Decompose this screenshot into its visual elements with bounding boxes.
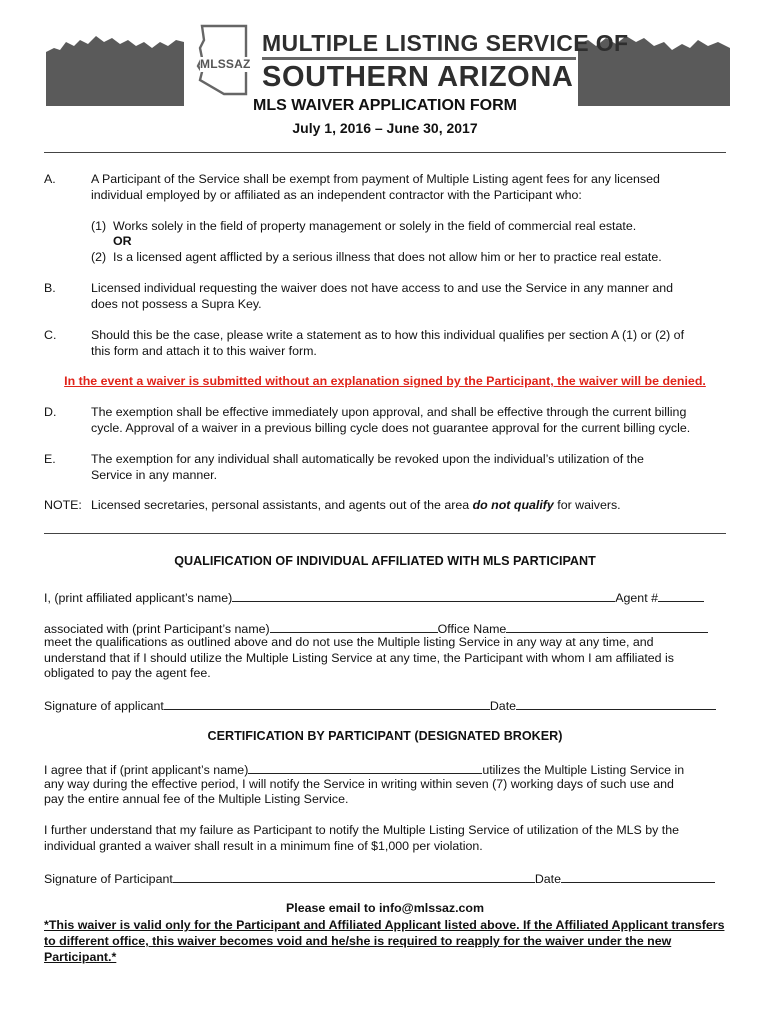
certification-agree-row bbox=[44, 761, 684, 779]
section-a-text-line2: individual employed by or affiliated as an independent contractor with the Participant who: bbox=[91, 188, 582, 202]
section-a2-text: Is a licensed agent afflicted by a serious illness that does not allow him or her to practice real estate. bbox=[113, 250, 662, 264]
certification-text-line2: any way during the effective period, I will notify the Service in writing within seven (7) working days of such use and bbox=[44, 777, 674, 791]
applicant-signature-label: Signature of applicant bbox=[44, 699, 164, 713]
org-name-line1: MULTIPLE LISTING SERVICE OF bbox=[262, 30, 629, 56]
section-d-text-line1: The exemption shall be effective immediately upon approval, and shall be effective through the current billing bbox=[91, 405, 687, 419]
header-logo bbox=[0, 14, 770, 102]
applicant-signature-field[interactable] bbox=[164, 697, 490, 710]
agent-number-field[interactable] bbox=[658, 589, 704, 602]
section-c-label: C. bbox=[44, 328, 57, 342]
participant-signature-label: Signature of Participant bbox=[44, 872, 173, 886]
certification-agree-label: I agree that if (print applicant’s name) bbox=[44, 763, 249, 777]
section-d-label: D. bbox=[44, 405, 57, 419]
section-e-text-line2: Service in any manner. bbox=[91, 468, 218, 482]
or-label: OR bbox=[113, 234, 132, 248]
section-b-label: B. bbox=[44, 281, 56, 295]
validity-note: *This waiver is valid only for the Participant and Affiliated Applicant listed above. If the Affiliated Applicant transfers to different office, this waiver becomes void and he/she is required to reapply for the waiver under the new Participant.* bbox=[44, 918, 725, 964]
note-text bbox=[91, 498, 621, 514]
certification-agree-post: utilizes the Multiple Listing Service in bbox=[482, 763, 685, 777]
section-a2-number: (2) bbox=[91, 250, 107, 264]
participant-signature-field[interactable] bbox=[173, 870, 535, 883]
denial-warning: In the event a waiver is submitted without an explanation signed by the Participant, the waiver will be denied. bbox=[64, 374, 706, 388]
section-e-label: E. bbox=[44, 452, 56, 466]
form-title: MLS WAIVER APPLICATION FORM bbox=[253, 97, 517, 114]
note-text-pre: Licensed secretaries, personal assistants, and agents out of the area bbox=[91, 498, 473, 512]
mountain-silhouette-left-icon bbox=[46, 30, 184, 106]
section-b-text-line2: does not possess a Supra Key. bbox=[91, 297, 262, 311]
form-dates: July 1, 2016 – June 30, 2017 bbox=[292, 120, 478, 136]
applicant-name-row bbox=[44, 589, 704, 607]
divider bbox=[44, 152, 726, 153]
note-label: NOTE: bbox=[44, 498, 82, 512]
section-c-text-line1: Should this be the case, please write a statement as to how this individual qualifies per section A (1) or (2) of bbox=[91, 328, 685, 342]
org-name-line2: SOUTHERN ARIZONA bbox=[262, 61, 574, 93]
participant-date-label: Date bbox=[534, 872, 561, 886]
section-b-text-line1: Licensed individual requesting the waiver does not have access to and use the Service in any manner and bbox=[91, 281, 674, 295]
qualification-text-line1: meet the qualifications as outlined above and do not use the Multiple listing Service in any way at any time, and bbox=[44, 635, 654, 649]
agent-number-label: Agent # bbox=[615, 591, 658, 605]
section-a-text-line1: A Participant of the Service shall be exempt from payment of Multiple Listing agent fees for any licensed bbox=[91, 172, 660, 186]
logo-divider bbox=[262, 57, 576, 60]
divider bbox=[44, 533, 726, 534]
further-text-line1: I further understand that my failure as Participant to notify the Multiple Listing Service of utilization of the MLS by the bbox=[44, 823, 680, 837]
qualification-heading: QUALIFICATION OF INDIVIDUAL AFFILIATED WITH MLS PARTICIPANT bbox=[174, 554, 596, 568]
section-d-text-line2: cycle. Approval of a waiver in a previous billing cycle does not guarantee approval for the current billing cycle. bbox=[91, 421, 691, 435]
note-text-post: for waivers. bbox=[553, 498, 621, 512]
certification-applicant-name-field[interactable] bbox=[248, 761, 482, 774]
section-c-text-line2: this form and attach it to this waiver form. bbox=[91, 344, 317, 358]
office-name-label: Office Name bbox=[437, 622, 507, 636]
section-a-label: A. bbox=[44, 172, 56, 186]
applicant-name-label: I, (print affiliated applicant’s name) bbox=[44, 591, 233, 605]
qualification-text-line3: obligated to pay the agent fee. bbox=[44, 666, 211, 680]
qualification-text-line2: understand that if I should utilize the Multiple Listing Service at any time, the Participant with whom I am affiliated is bbox=[44, 651, 674, 665]
applicant-date-field[interactable] bbox=[516, 697, 716, 710]
participant-name-field[interactable] bbox=[270, 620, 438, 633]
office-name-field[interactable] bbox=[506, 620, 708, 633]
certification-text-line3: pay the entire annual fee of the Multiple Listing Service. bbox=[44, 792, 349, 806]
logo-badge: MLSSAZ bbox=[200, 57, 251, 71]
note-emphasis: do not qualify bbox=[472, 498, 554, 512]
section-a1-number: (1) bbox=[91, 219, 107, 233]
participant-signature-row bbox=[44, 870, 715, 888]
certification-heading: CERTIFICATION BY PARTICIPANT (DESIGNATED BROKER) bbox=[207, 729, 563, 743]
participant-date-field[interactable] bbox=[561, 870, 715, 883]
section-a1-text: Works solely in the field of property management or solely in the field of commercial real estate. bbox=[113, 219, 637, 233]
participant-name-label: associated with (print Participant’s name) bbox=[44, 622, 270, 636]
applicant-date-label: Date bbox=[489, 699, 517, 713]
applicant-signature-row bbox=[44, 697, 716, 715]
applicant-name-field[interactable] bbox=[232, 589, 615, 602]
email-instruction: Please email to info@mlssaz.com bbox=[285, 901, 484, 915]
further-text-line2: individual granted a waiver shall result in a minimum fine of $1,000 per violation. bbox=[44, 839, 483, 853]
section-e-text-line1: The exemption for any individual shall automatically be revoked upon the individual’s utilization of the bbox=[91, 452, 644, 466]
